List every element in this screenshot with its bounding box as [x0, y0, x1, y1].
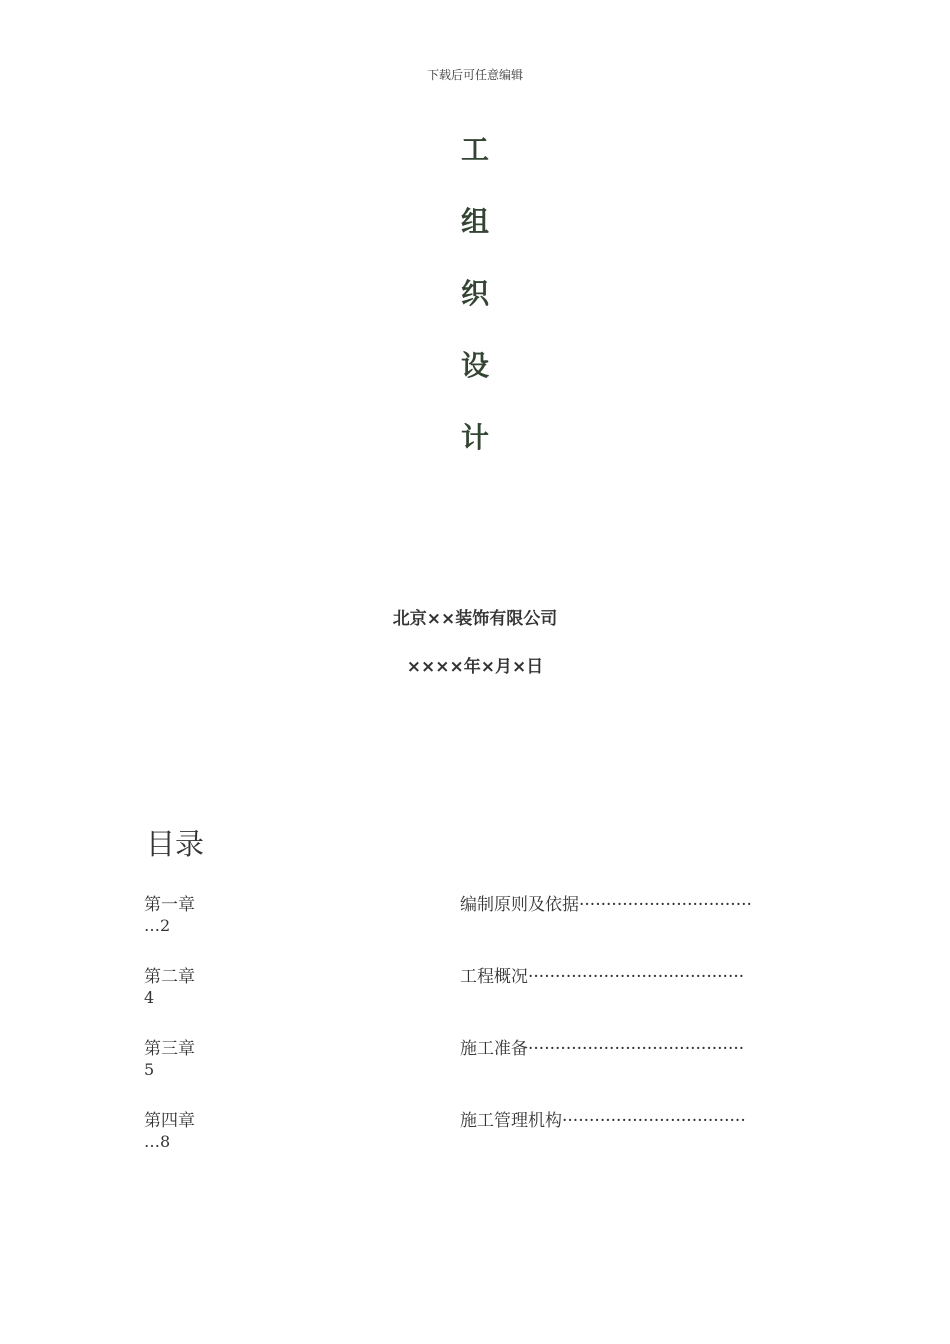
toc-name-wrap	[460, 890, 805, 915]
toc-name: 施工准备	[460, 1039, 528, 1059]
toc-title: 目录	[146, 827, 205, 861]
toc-name-wrap	[460, 962, 805, 987]
toc-entry[interactable]	[144, 888, 809, 960]
toc-name: 施工管理机构	[460, 1111, 562, 1131]
toc-chapter: 第一章	[144, 895, 195, 915]
title-char: 织	[460, 277, 489, 310]
toc-page: 4	[144, 988, 155, 1007]
toc-chapter: 第三章	[144, 1039, 195, 1059]
toc-leader: ································	[579, 895, 752, 915]
title-char: 组	[460, 205, 489, 238]
title-char: 计	[460, 421, 489, 454]
document-date: ××××年×月×日	[406, 657, 544, 677]
toc-entry[interactable]	[144, 1104, 809, 1176]
toc-chapter: 第四章	[144, 1111, 195, 1131]
toc-name-wrap	[460, 1034, 805, 1059]
table-of-contents	[144, 888, 809, 1176]
toc-leader: ··································	[562, 1111, 746, 1131]
toc-entry[interactable]	[144, 960, 809, 1032]
toc-page: …8	[144, 1132, 171, 1151]
header-note: 下载后可任意编辑	[426, 68, 523, 82]
toc-name: 编制原则及依据	[460, 895, 579, 915]
toc-leader: ········································	[528, 1039, 745, 1059]
toc-page: …2	[144, 916, 171, 935]
toc-name-wrap	[460, 1106, 805, 1131]
title-char: 工	[460, 133, 489, 166]
company-name: 北京××装饰有限公司	[392, 609, 558, 629]
toc-chapter: 第二章	[144, 967, 195, 987]
document-title	[455, 128, 495, 488]
toc-leader: ········································	[528, 967, 745, 987]
toc-page: 5	[144, 1060, 155, 1079]
toc-entry[interactable]	[144, 1032, 809, 1104]
title-char: 设	[460, 349, 489, 382]
toc-name: 工程概况	[460, 967, 528, 987]
